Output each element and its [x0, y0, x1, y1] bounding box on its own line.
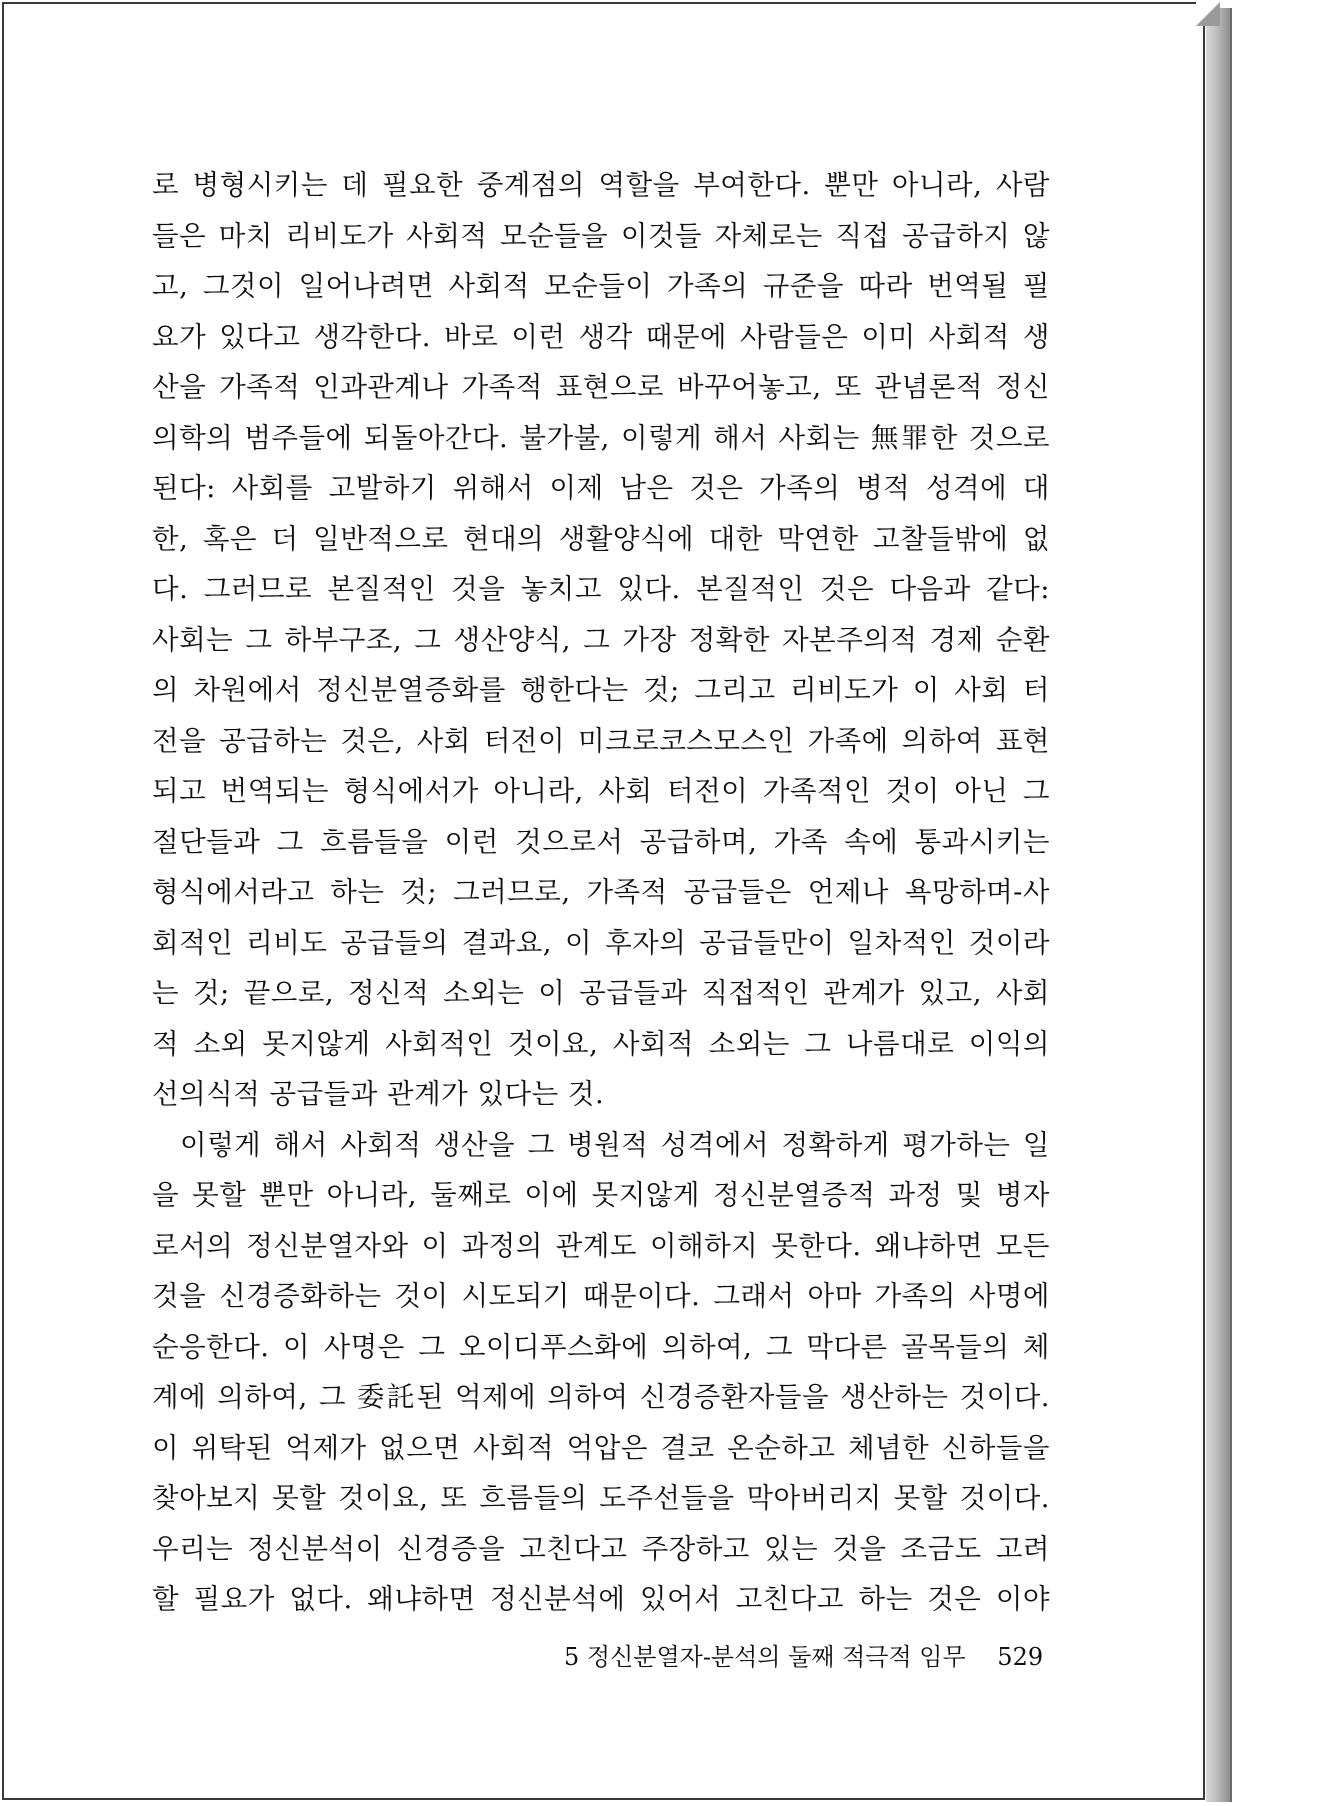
text-line: 우리는 정신분석이 신경증을 고친다고 주장하고 있는 것을 조금도 고려: [152, 1532, 1050, 1565]
text-line: 계에 의하여, 그 委託된 억제에 의하여 신경증환자들을 생산하는 것이다.: [152, 1381, 1050, 1413]
text-line: 을 못할 뿐만 아니라, 둘째로 이에 못지않게 정신분열증적 과정 및 병자: [152, 1179, 1050, 1211]
page-edge-shadow: [1206, 8, 1232, 1802]
page-number: 529: [997, 1643, 1044, 1671]
text-line: 고, 그것이 일어나려면 사회적 모순들이 가족의 규준을 따라 번역될 필: [152, 270, 1050, 302]
text-line: 순응한다. 이 사명은 그 오이디푸스화에 의하여, 그 막다른 골목들의 체: [152, 1330, 1050, 1363]
text-line: 사회는 그 하부구조, 그 생산양식, 그 가장 정확한 자본주의적 경제 순환: [152, 623, 1050, 656]
text-line: 찾아보지 못할 것이요, 또 흐름들의 도주선들을 막아버리지 못할 것이다.: [152, 1482, 1050, 1514]
paragraph-first-line: 이렇게 해서 사회적 생산을 그 병원적 성격에서 정확하게 평가하는 일: [180, 1128, 1050, 1161]
text-line: 들은 마치 리비도가 사회적 모순들을 이것들 자체로는 직접 공급하지 않: [152, 219, 1050, 252]
page-footer: [564, 1637, 1044, 1677]
text-line: 의 차원에서 정신분열증화를 행한다는 것; 그리고 리비도가 이 사회 터: [152, 674, 1050, 706]
book-page: [2, 2, 1205, 1800]
paragraph-last-line: 선의식적 공급들과 관계가 있다는 것.: [152, 1078, 605, 1110]
text-line: 산을 가족적 인과관계나 가족적 표현으로 바꾸어놓고, 또 관념론적 정신: [152, 371, 1050, 403]
text-line: 할 필요가 없다. 왜냐하면 정신분석에 있어서 고친다고 하는 것은 이야: [152, 1583, 1050, 1615]
body-text: [152, 160, 1050, 1625]
text-line: 로 병형시키는 데 필요한 중계점의 역할을 부여한다. 뿐만 아니라, 사람: [152, 169, 1050, 201]
text-line: 것을 신경증화하는 것이 시도되기 때문이다. 그래서 아마 가족의 사명에: [152, 1280, 1050, 1312]
text-line: 는 것; 끝으로, 정신적 소외는 이 공급들과 직접적인 관계가 있고, 사회: [152, 977, 1050, 1009]
text-line: 한, 혹은 더 일반적으로 현대의 생활양식에 대한 막연한 고찰들밖에 없: [152, 522, 1050, 555]
running-head: 5 정신분열자-분석의 둘째 적극적 임무: [564, 1643, 966, 1671]
text-line: 된다: 사회를 고발하기 위해서 이제 남은 것은 가족의 병적 성격에 대: [152, 472, 1050, 504]
text-line: 적 소외 못지않게 사회적인 것이요, 사회적 소외는 그 나름대로 이익의: [152, 1027, 1050, 1060]
text-line: 다. 그러므로 본질적인 것을 놓치고 있다. 본질적인 것은 다음과 같다:: [152, 573, 1050, 605]
text-line: 되고 번역되는 형식에서가 아니라, 사회 터전이 가족적인 것이 아닌 그: [152, 775, 1050, 807]
text-line: 전을 공급하는 것은, 사회 터전이 미크로코스모스인 가족에 의하여 표현: [152, 724, 1050, 757]
text-line: 로서의 정신분열자와 이 과정의 관계도 이해하지 못한다. 왜냐하면 모든: [152, 1229, 1050, 1262]
page-corner-fold: [1196, 2, 1220, 26]
text-line: 형식에서라고 하는 것; 그러므로, 가족적 공급들은 언제나 욕망하며-사: [152, 876, 1050, 908]
text-line: 의학의 범주들에 되돌아간다. 불가불, 이렇게 해서 사회는 無罪한 것으로: [152, 421, 1050, 454]
text-line: 절단들과 그 흐름들을 이런 것으로서 공급하며, 가족 속에 통과시키는: [152, 825, 1050, 858]
text-line: 이 위탁된 억제가 없으면 사회적 억압은 결코 온순하고 체념한 신하들을: [152, 1431, 1050, 1464]
text-line: 회적인 리비도 공급들의 결과요, 이 후자의 공급들만이 일차적인 것이라: [152, 926, 1050, 959]
text-line: 요가 있다고 생각한다. 바로 이런 생각 때문에 사람들은 이미 사회적 생: [152, 320, 1050, 353]
